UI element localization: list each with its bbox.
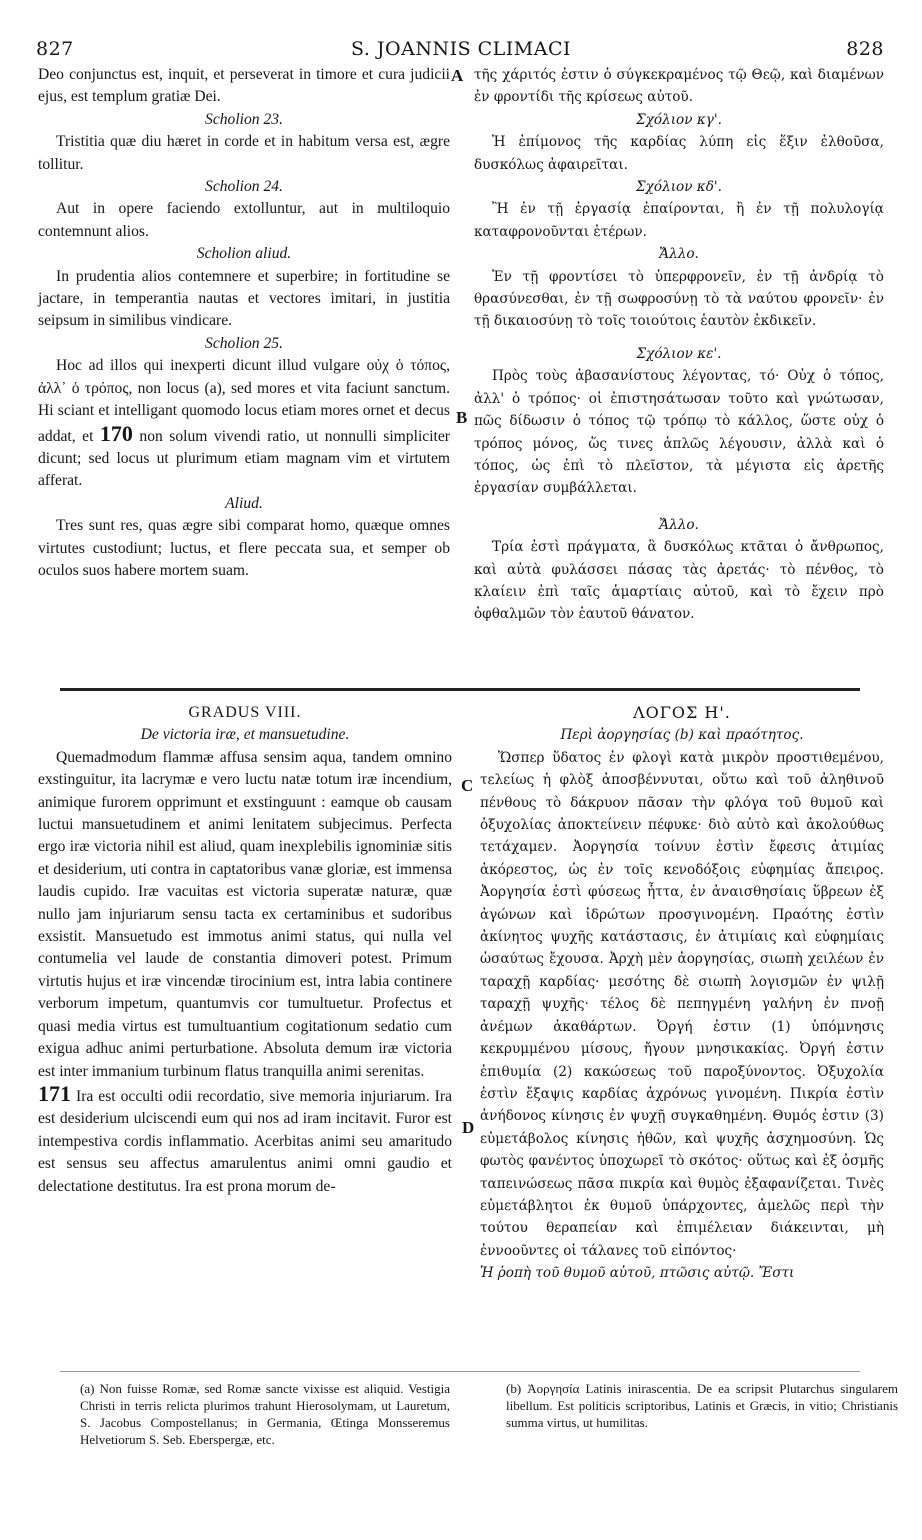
section-number-171: 171 — [38, 1080, 71, 1106]
scholion-heading: Scholion aliud. — [196, 245, 292, 263]
section-divider — [60, 688, 860, 691]
greek-paragraph: Τρία ἐστὶ πράγματα, ἃ δυσκόλως κτᾶται ὁ ἄνθρωπος, καὶ αὐτὰ φυλάσσει πάσας τὰς ἀρετάς· τὸ πένθος, τὸ κλαίειν ἐπὶ ταῖς ἁμαρτίαις αὐτοῦ, καὶ τὸ ἔχειν πρὸ ὀφθαλμῶν τὸν ἑαυτοῦ θάνατον. — [474, 539, 884, 623]
scholion-heading: Scholion 23. — [205, 110, 283, 128]
scholion-heading: Aliud. — [225, 494, 263, 512]
greek-column-bottom — [480, 702, 884, 1285]
latin-paragraph: Aut in opere faciendo extolluntur, aut in multiloquio contemnunt alios. — [38, 200, 450, 240]
greek-paragraph: τῆς χάριτός ἐστιν ὁ σύγκεκραμένος τῷ Θεῷ, καὶ διαμένων ἐν φροντίδι τῆς κρίσεως αὐτοῦ. — [474, 67, 884, 106]
margin-letter-d: D — [462, 1118, 475, 1137]
greek-paragraph: Ὥσπερ ὕδατος ἐν φλογὶ κατὰ μικρὸν προστιθεμένου, τελείως ἡ φλὸξ ἀποσβέννυται, οὕτω καὶ τοῦ ἀληθινοῦ πένθους τὸ δάκρυον πᾶσαν τὴν φλόγα τοῦ θυμοῦ καὶ ὀξυχολίας ἀποκτείνειν πέφυκε· διὸ αὐτὸ καὶ ἀκολούθως τετάχαμεν. Ἀοργησία τοίνυν ἐστὶν ἔφεσις ἀτιμίας ἀκόρεστος, ὡς ἐν τοῖς κενοδόξοις εὐφημίας ἄπειρος. Ἀοργησία ἐστὶ φύσεως ἧττα, ἐν ἀναισθησίαις ὕβρεων ἐξ ἀγώνων καὶ ἱδρώτων προσγινομένη. Πραότης ἐστὶν ἀκίνητος ψυχῆς κατάστασις, ἐν ἀτιμίαις καὶ εὐφημίαις ὡσαύτως ἔχουσα. Ἀρχὴ μὲν ἀοργησίας, σιωπὴ χειλέων ἐν ταραχῇ καρδίας· μεσότης δὲ σιωπὴ λογισμῶν ἐν ψιλῇ ταραχῇ ψυχῆς· τέλος δὲ πεπηγμένη γαλήνη ἐν πνοῇ ἀνέμων ἀκαθάρτων. Ὀργή ἐστιν (1) ὑπόμνησις κεκρυμμένου μίσους, ἤγουν μνησικακίας. Ὀργή ἐστιν ἐπιθυμία (2) κακώσεως τοῦ παροξύνοντος. Ὀξυχολία ἐστὶν ἔξαψις καρδίας ἀχρόνως γινομένη. Πικρία ἐστὶν ἀνήδονος κίνησις ἐν ψυχῇ συγκαθημένη. Θυμός ἐστιν (3) εὐμετάβολος κίνησις ἠθῶν, καὶ ψυχῆς ἀσχημοσύνη. Ὡς φωτὸς φανέντος ὑποχωρεῖ τὸ σκότος· οὕτως καὶ ἐξ ὀσμῆς ταπεινώσεως πᾶσα πικρία καὶ θυμὸς ἐξαφανίζεται. Τινὲς εὐμετάβλητοι ἐκ θυμοῦ ὑπάρχοντες, ἀμελῶς περὶ τὴν τούτου θεραπείαν καὶ ἐπιμέλειαν διάκεινται, μὴ ἐννοοῦντες οἱ τάλανες τοῦ εἰπόντος· — [480, 749, 884, 1259]
margin-letter-b: B — [456, 408, 468, 427]
latin-text: Ira est occulti odii recordatio, sive memoria injuriarum. Ira est desiderium ulciscendi eum qui nos ad iram incitavit. Furor est intempestiva cordis inflammatio. Acerbitas animi seu amaritudo est sensus seu affectus amarulentus animi omni gaudio et delectatione destitutus. Ira est prona morum de- — [38, 1087, 452, 1195]
greek-paragraph: Ἐν τῇ φροντίσει τὸ ὑπερφρονεῖν, ἐν τῇ ἀνδρίᾳ τὸ θρασύνεσθαι, ἐν τῇ σωφροσύνῃ τὸ τὰ ναύτου φρονεῖν· ἐν τῇ δικαιοσύνῃ τὸ τοῖς τοιούτοις ἑαυτὸν ἐκδικεῖν. — [474, 268, 884, 330]
scholion-heading: Ἄλλο. — [659, 246, 699, 263]
running-title: S. JOANNIS CLIMACI — [350, 38, 572, 60]
footnote-divider — [60, 1371, 860, 1372]
chapter-heading: GRADUS VIII. — [188, 704, 302, 721]
latin-column-bottom — [38, 702, 452, 1198]
latin-paragraph — [38, 1080, 452, 1198]
scholion-heading: Σχόλιον κε'. — [636, 345, 722, 362]
page-number-right: 828 — [846, 38, 884, 60]
latin-paragraph — [38, 355, 450, 492]
greek-paragraph: Ἡ ἐπίμονος τῆς καρδίας λύπη εἰς ἕξιν ἐλθοῦσα, δυσκόλως ἀφαιρεῖται. — [474, 134, 884, 173]
scholion-heading: Σχόλιον κδ'. — [636, 179, 722, 196]
latin-column-top — [38, 64, 450, 582]
footnote-a: (a) Non fuisse Romæ, sed Romæ sancte vixisse est aliquid. Vestigia Christi in terris relicta plurimos trahunt Hierosolymam, ut Lauretum, S. Jacobus Compostellanus; in Germania, Œtinga Monsseremus Helvetiorum S. Seb. Eberspergæ, etc. — [80, 1381, 450, 1447]
chapter-subheading: De victoria iræ, et mansuetudine. — [140, 726, 350, 744]
margin-letter-c: C — [461, 776, 474, 795]
greek-paragraph: Ἢ ἐν τῇ ἐργασίᾳ ἐπαίρονται, ἢ ἐν τῇ πολυλογίᾳ καταφρονοῦνται ἑτέρων. — [474, 201, 884, 240]
scholion-heading: Scholion 25. — [205, 334, 283, 352]
latin-text: Hoc ad illos qui inexperti dicunt illud vulgare οὐχ ὁ τόπος, ἀλλ᾽ ὁ τρόπος, non locus (a), sed mores et vita faciunt sanctum. Hi sciant et intelligant quomodo locus etiam mores ornet et decus addat, et — [38, 357, 450, 445]
latin-paragraph: Tristitia quæ diu hæret in corde et in habitum versa est, ægre tollitur. — [38, 133, 450, 173]
greek-paragraph: Πρὸς τοὺς ἀβασανίστους λέγοντας, τό· Οὐχ ὁ τόπος, ἀλλ' ὁ τρόπος· οἱ ἐπιστησάτωσαν τοῦτο καὶ γνώτωσαν, πῶς δίδωσιν ὁ τόπος τῷ τρόπῳ τὸ κάλλος, ὥστε οὐχ ὁ τρόπος μόνος, ὥς τινες ἁπλῶς λέγουσιν, ἀλλὰ καὶ ὁ τόπος, ὡς ἐπὶ τὸ πλεῖστον, τὰ μέγιστα εἰς ἀρετῆς ἐργασίαν συμβάλλεται. — [474, 368, 884, 497]
margin-letter-a: A — [451, 66, 464, 85]
page-number-left: 827 — [36, 38, 74, 60]
scholion-heading: Ἄλλο. — [659, 516, 699, 533]
greek-column-top — [474, 64, 884, 626]
chapter-heading: ΛΟΓΟΣ Η'. — [633, 703, 731, 722]
latin-paragraph: Deo conjunctus est, inquit, et perseverat in timore et cura judicii ejus, est templum gratiæ Dei. — [38, 66, 450, 106]
latin-paragraph: In prudentia alios contemnere et superbire; in fortitudine se jactare, in temperantia nautas et vectores imitari, in justitia seipsum in similibus vindicare. — [38, 267, 450, 330]
scholion-heading: Σχόλιον κγ'. — [636, 111, 722, 128]
footnote-b: (b) Ἀοργησία Latinis inirascentia. De ea scripsit Plutarchus singularem libellum. Est politicis scriptoribus, Latinis et Græcis, in vitio; Christianis summa virtus, ut humilitas. — [506, 1381, 898, 1430]
latin-paragraph: Tres sunt res, quas ægre sibi comparat homo, quæque omnes virtutes custodiunt; luctus, et flere peccata sua, et semper ob oculos suos habere mortem suam. — [38, 517, 450, 579]
section-number-170: 170 — [99, 420, 133, 446]
latin-text: non solum vivendi ratio, ut nonnulli simpliciter dicunt; sed locus ut plurimum etiam magnam vim et virtutem afferat. — [38, 427, 450, 490]
chapter-subheading: Περὶ ἀοργησίας (b) καὶ πραότητος. — [560, 727, 804, 744]
latin-paragraph: Quemadmodum flammæ affusa sensim aqua, tandem omnino exstinguitur, ita lacrymæ e vero luctu natæ totum iræ incendium, animique furorem opprimunt et exstinguunt : eamque ob causam luctui mansuetudinem et animi lenitatem subjecimus. Perfecta ergo iræ victoria nihil est aliud, quam inexplebilis ignominiæ sitis et desiderium, uti contra in captatoribus vanæ gloriæ, est immensa laudis cupido. Iræ vacuitas est victoria superatæ naturæ, quæ nullo jam injuriarum sensu tacta ex certaminibus et sudoribus exsistit. Mansuetudo est immotus animi status, qui nulla vel contumelia vel laude de constantia dimoveri potest. Primum virtutis hujus et iræ vincendæ tirocinium est, intra labia continere verborum impetum, quantumvis cor tumultuetur. Profectus et quasi media virtus est tumultuantium cogitationum sedatio cum exigua adhuc animi perturbatione. Absoluta demum iræ victoria est inter immanium turbinum flatus tranquilla animi serenitas. — [38, 748, 452, 1080]
scholion-heading: Scholion 24. — [205, 178, 283, 196]
greek-paragraph-end: Ἡ ῥοπὴ τοῦ θυμοῦ αὐτοῦ, πτῶσις αὐτῷ. Ἔστι — [480, 1265, 795, 1282]
